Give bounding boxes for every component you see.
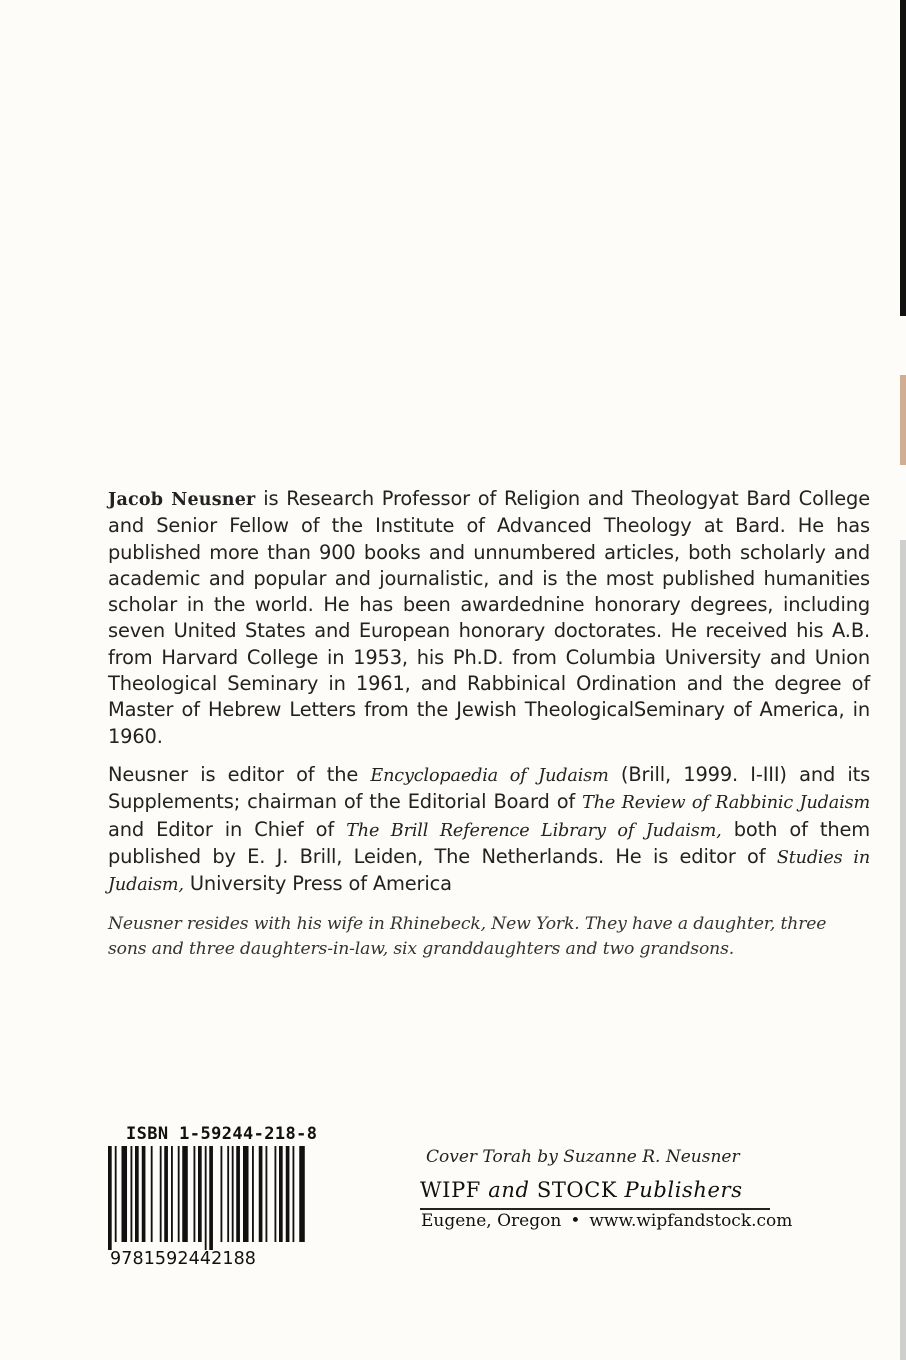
bio-paragraph-3: Neusner resides with his wife in Rhinebeck, New York. They have a daughter, three sons and three daughters-in-law, six granddaughters and two grandsons. bbox=[108, 914, 827, 960]
barcode-bar bbox=[293, 1146, 295, 1242]
barcode-bar bbox=[243, 1146, 249, 1242]
barcode-digits: 9781592442188 bbox=[110, 1249, 257, 1269]
barcode-bar bbox=[252, 1146, 254, 1242]
barcode-bar bbox=[164, 1146, 168, 1242]
bullet-icon: • bbox=[570, 1211, 581, 1231]
cover-credit: Cover Torah by Suzanne R. Neusner bbox=[426, 1147, 740, 1167]
publisher-name-part-2: and bbox=[488, 1178, 530, 1202]
title-review: The Review of Rabbinic Judaism bbox=[582, 793, 870, 814]
title-encyclopaedia: Encyclopaedia of Judaism bbox=[370, 765, 609, 786]
bio-p2-text-2: (Brill, 1999. I-III) and its Supplements; chairman of the Editorial Board of bbox=[108, 762, 871, 814]
publisher-name-part-4: Publishers bbox=[624, 1178, 743, 1202]
bio-paragraph-1-text: is Research Professor of Religion and Theologyat Bard College and Senior Fellow of the Institute of Advanced Theology at Bard. He has published more than 900 books and unnumbered articles, both scholarly and academic and popular and journalistic, and is the most published humanities scholar in the world. He has been awardednine honorary degrees, including seven United States and European honorary doctorates. He received his A.B. from Harvard College in 1953, his Ph.D. from Columbia University and Union Theological Seminary in 1961, and Rabbinical Ordination and the degree of Master of Hebrew Letters from the Jewish TheologicalSeminary of America, in 1960. bbox=[108, 487, 870, 748]
barcode-bar bbox=[131, 1146, 133, 1242]
bio-p2-text-4: both of them published by E. J. Brill, Leiden, The Netherlands. He is editor of bbox=[108, 817, 870, 868]
barcode-bar bbox=[122, 1146, 128, 1242]
barcode-bar bbox=[178, 1146, 180, 1242]
barcode-bar bbox=[286, 1146, 290, 1242]
bio-p2-text-5: University Press of America bbox=[183, 872, 452, 896]
barcode bbox=[108, 1146, 310, 1250]
publisher-address bbox=[421, 1211, 792, 1231]
publisher-name-part-3: STOCK bbox=[536, 1178, 618, 1202]
barcode-bar bbox=[182, 1146, 188, 1242]
barcode-bar bbox=[236, 1146, 240, 1242]
barcode-bar bbox=[108, 1146, 112, 1250]
bio-p2-text-1: Neusner is editor of the bbox=[108, 762, 371, 786]
barcode-bar bbox=[205, 1146, 207, 1250]
edge-marker-gray bbox=[900, 540, 906, 1360]
edge-marker-tan bbox=[900, 375, 906, 465]
edge-marker-black bbox=[900, 0, 906, 316]
barcode-bar bbox=[266, 1146, 268, 1242]
barcode-bar bbox=[198, 1146, 202, 1242]
barcode-bar bbox=[160, 1146, 162, 1242]
barcode-bar bbox=[171, 1146, 173, 1242]
bio-paragraph-1 bbox=[108, 486, 870, 750]
barcode-bar bbox=[221, 1146, 223, 1242]
barcode-bar bbox=[232, 1146, 234, 1242]
title-brill-library: The Brill Reference Library of Judaism, bbox=[346, 820, 722, 841]
publisher-website: www.wipfandstock.com bbox=[589, 1211, 793, 1231]
barcode-bar bbox=[115, 1146, 117, 1242]
barcode-bar bbox=[209, 1146, 213, 1250]
title-studies: Studies in Judaism, bbox=[108, 847, 871, 896]
bio-p2-text-3: and Editor in Chief of bbox=[108, 817, 347, 841]
barcode-bar bbox=[194, 1146, 196, 1242]
publisher-name bbox=[420, 1178, 743, 1202]
publisher-city: Eugene, Oregon bbox=[421, 1211, 562, 1231]
barcode-bar bbox=[275, 1146, 277, 1242]
author-name: Jacob Neusner bbox=[108, 490, 256, 510]
barcode-bar bbox=[135, 1146, 139, 1242]
isbn-label: ISBN 1-59244-218-8 bbox=[126, 1124, 318, 1144]
publisher-rule bbox=[420, 1208, 770, 1210]
barcode-bar bbox=[259, 1146, 263, 1242]
barcode-bar bbox=[279, 1146, 283, 1242]
barcode-bar bbox=[142, 1146, 146, 1242]
author-biography bbox=[108, 486, 870, 962]
barcode-bar bbox=[299, 1146, 305, 1242]
barcode-bar bbox=[151, 1146, 153, 1242]
barcode-bar bbox=[227, 1146, 229, 1242]
bio-paragraph-2 bbox=[108, 762, 870, 898]
publisher-name-part-1: WIPF bbox=[420, 1178, 481, 1202]
